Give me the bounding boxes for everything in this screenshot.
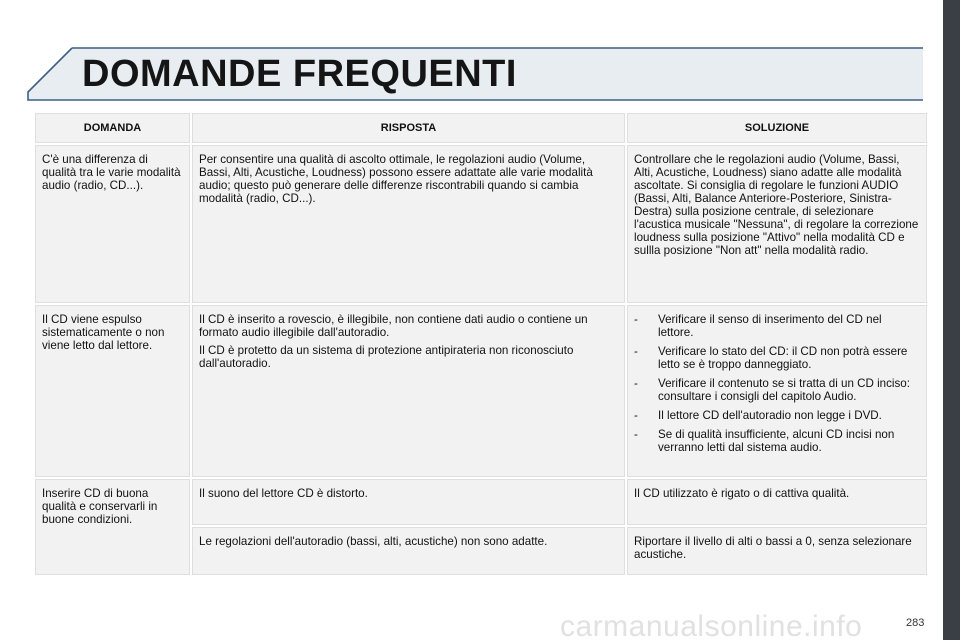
faq-table bbox=[33, 111, 929, 577]
bullet-dash: - bbox=[634, 409, 638, 422]
list-item-text: Verificare lo stato del CD: il CD non potrà essere letto se è troppo danneggiato. bbox=[658, 345, 908, 371]
table-row bbox=[35, 305, 927, 477]
solution-cell: Controllare che le regolazioni audio (Volume, Bassi, Alti, Acustiche, Loudness) siano adatte alle modalità ascoltate. Si consiglia di regolare le funzioni AUDIO (Bassi, Alti, Balance Anteriore-Posteriore, Sinistra-Destra) sulla posizione centrale, di selezionare l'acustica musicale "Nessuna", di regolare la correzione loudness sulla posizione "Attivo" nella modalità CD e sullla posizione "Non att" nella modalità radio. bbox=[627, 145, 927, 303]
header-domanda: DOMANDA bbox=[35, 113, 190, 143]
bullet-dash: - bbox=[634, 313, 638, 326]
list-item bbox=[634, 313, 920, 339]
list-item bbox=[634, 428, 920, 454]
table-header-row bbox=[35, 113, 927, 143]
answer-cell bbox=[192, 305, 625, 477]
table-row bbox=[35, 145, 927, 303]
solution-cell: Riportare il livello di alti o bassi a 0, senza selezionare acustiche. bbox=[627, 527, 927, 575]
question-cell: C'è una differenza di qualità tra le varie modalità audio (radio, CD...). bbox=[35, 145, 190, 303]
table-row bbox=[35, 479, 927, 525]
list-item bbox=[634, 409, 920, 422]
list-item-text: Se di qualità insufficiente, alcuni CD incisi non verranno letti dal sistema audio. bbox=[658, 428, 895, 454]
bullet-dash: - bbox=[634, 345, 638, 358]
answer-cell bbox=[192, 145, 625, 303]
page-number: 283 bbox=[906, 617, 925, 629]
answer-cell: Il suono del lettore CD è distorto. bbox=[192, 479, 625, 525]
list-item bbox=[634, 377, 920, 403]
answer-cell: Le regolazioni dell'autoradio (bassi, alti, acustiche) non sono adatte. bbox=[192, 527, 625, 575]
answer-text: Il CD è protetto da un sistema di protezione antipirateria non riconosciuto dall'autoradio. bbox=[199, 344, 574, 370]
answer-text: Il CD è inserito a rovescio, è illegibile, non contiene dati audio o contiene un formato audio illegibile dall'autoradio. bbox=[199, 313, 588, 339]
bullet-dash: - bbox=[634, 428, 638, 441]
list-item-text: Verificare il senso di inserimento del CD nel lettore. bbox=[658, 313, 882, 339]
watermark: carmanualsonline.info bbox=[560, 610, 863, 643]
question-cell: Il CD viene espulso sistematicamente o non viene letto dal lettore. bbox=[35, 305, 190, 477]
solution-cell: Il CD utilizzato è rigato o di cattiva qualità. bbox=[627, 479, 927, 525]
header-risposta: RISPOSTA bbox=[192, 113, 625, 143]
answer-text: Per consentire una qualità di ascolto ottimale, le regolazioni audio (Volume, Bassi, Alti, Acustiche, Loudness) possono essere adattate alle varie modalità audio; questo può generare delle differenze riscontrabili quando si cambia modalità (radio, CD...). bbox=[199, 153, 593, 205]
solution-cell bbox=[627, 305, 927, 477]
list-item-text: Il lettore CD dell'autoradio non legge i DVD. bbox=[658, 409, 882, 422]
list-item-text: Verificare il contenuto se si tratta di un CD inciso: consultare i consigli del capitolo Audio. bbox=[658, 377, 910, 403]
solution-list bbox=[634, 313, 920, 454]
bullet-dash: - bbox=[634, 377, 638, 390]
question-cell: Inserire CD di buona qualità e conservarli in buone condizioni. bbox=[35, 479, 190, 575]
list-item bbox=[634, 345, 920, 371]
header-soluzione: SOLUZIONE bbox=[627, 113, 927, 143]
page-title: DOMANDE FREQUENTI bbox=[82, 53, 517, 95]
